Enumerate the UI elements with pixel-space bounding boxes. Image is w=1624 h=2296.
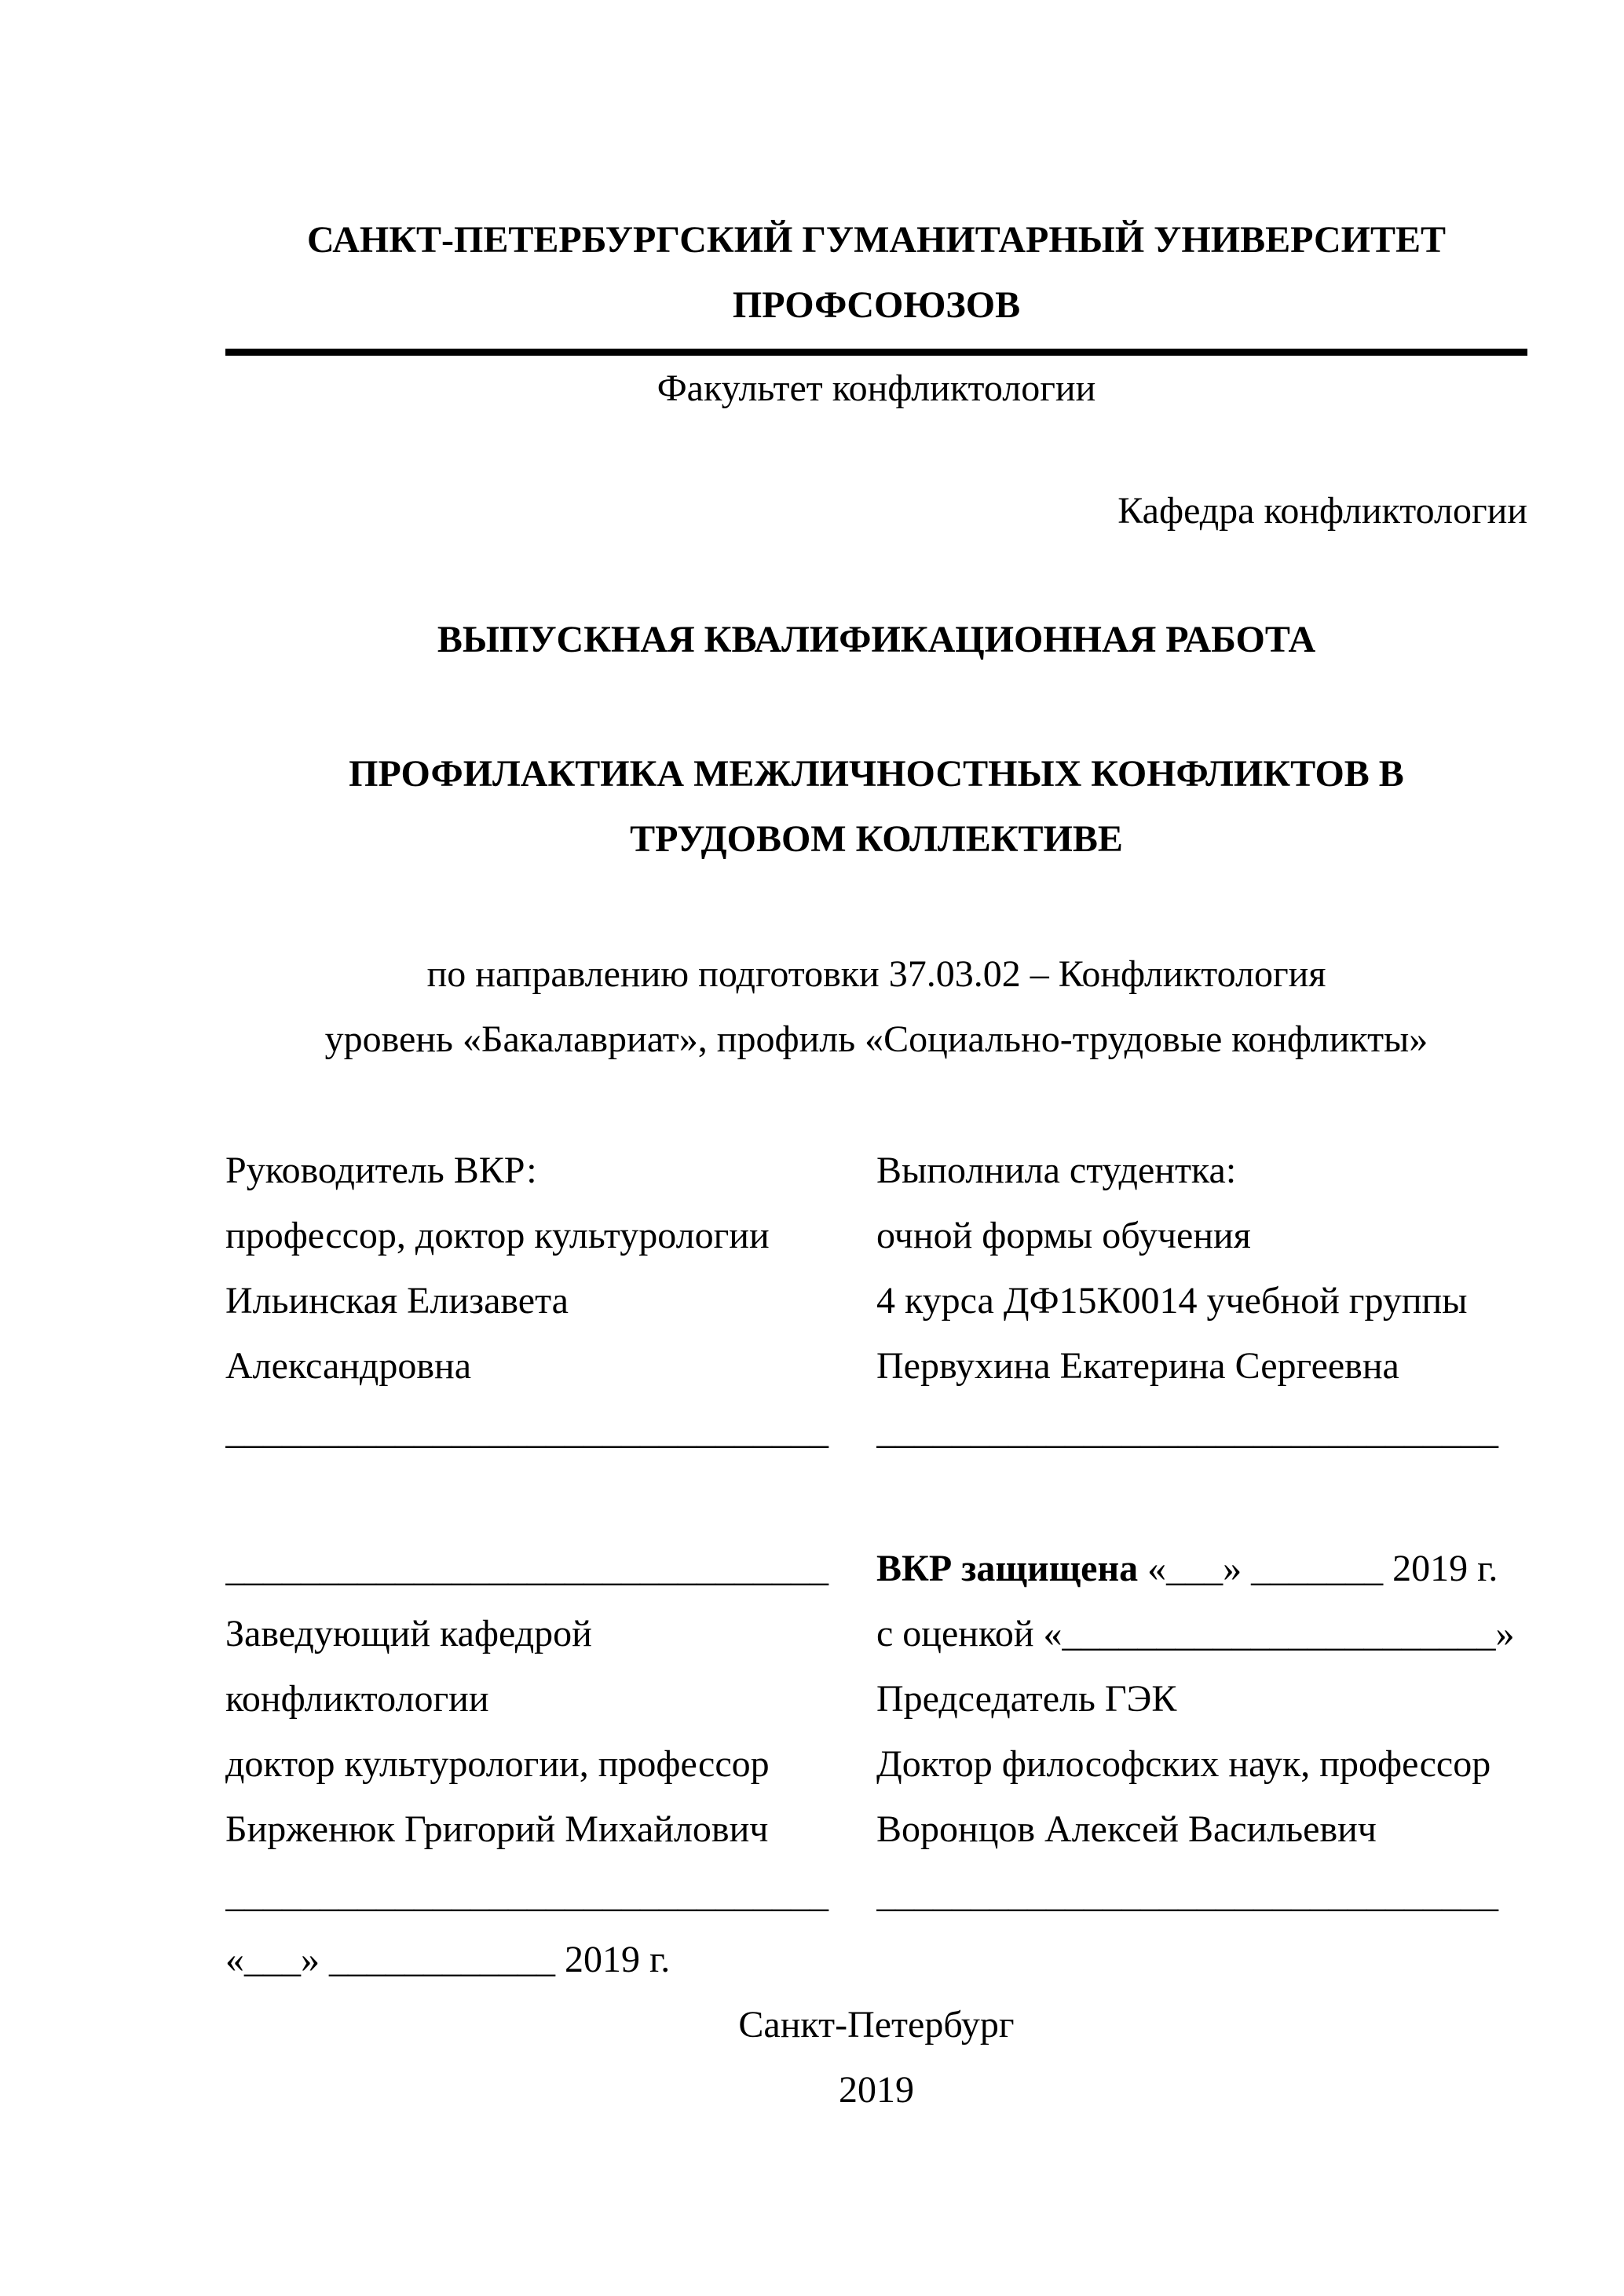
student-signature-line: _________________________________ [876, 1410, 1498, 1452]
department-name: Кафедра конфликтологии [1117, 490, 1527, 532]
university-name-line2: ПРОФСОЮЗОВ [732, 284, 1021, 326]
gec-chair-degree: Доктор философских наук, профессор [876, 1743, 1491, 1785]
head-signature-line: ________________________________ [225, 1548, 828, 1589]
student-study-form: очной формы обучения [876, 1215, 1251, 1256]
sig-row-titles [225, 1203, 1527, 1268]
sig-row-names-1 [225, 1268, 1527, 1333]
sig-row-roles [225, 1138, 1527, 1203]
faculty-name: Факультет конфликтологии [657, 367, 1096, 409]
gec-chair-name: Воронцов Алексей Васильевич [876, 1808, 1377, 1850]
defended-line [876, 1536, 1527, 1601]
city: Санкт-Петербург [738, 2004, 1015, 2046]
grade-line: с оценкой «_______________________» [876, 1613, 1515, 1654]
program-level-profile: уровень «Бакалавриат», профиль «Социально-трудовые конфликты» [324, 1018, 1428, 1060]
supervisor-label: Руководитель ВКР: [225, 1150, 537, 1191]
work-type-heading: ВЫПУСКНАЯ КВАЛИФИКАЦИОННАЯ РАБОТА [437, 619, 1316, 660]
program-direction: по направлению подготовки 37.03.02 – Конфликтология [426, 953, 1326, 995]
gec-chair-label: Председатель ГЭК [876, 1678, 1177, 1720]
supervisor-name-line1: Ильинская Елизавета [225, 1280, 569, 1322]
head-name: Бирженюк Григорий Михайлович [225, 1808, 769, 1850]
sig-row-defended [225, 1536, 1527, 1601]
year: 2019 [839, 2069, 914, 2111]
sig-row-signature-lines-1 [225, 1398, 1527, 1464]
thesis-title-line1: ПРОФИЛАКТИКА МЕЖЛИЧНОСТНЫХ КОНФЛИКТОВ В [349, 753, 1404, 795]
supervisor-degree: профессор, доктор культурологии [225, 1215, 770, 1256]
head-department-name: конфликтологии [225, 1678, 489, 1720]
sig-row-names-3 [225, 1797, 1527, 1862]
sig-row-degrees [225, 1731, 1527, 1797]
supervisor-signature-line: ________________________________ [225, 1410, 828, 1452]
head-degree: доктор культурологии, профессор [225, 1743, 770, 1785]
head-date-blanks: «___» ____________ 2019 г. [225, 1939, 671, 1980]
empty-cell [876, 1927, 1527, 1992]
thesis-title-line2: ТРУДОВОМ КОЛЛЕКТИВЕ [630, 818, 1123, 860]
gec-chair-signature-line: _________________________________ [876, 1874, 1498, 1915]
student-name: Первухина Екатерина Сергеевна [876, 1345, 1399, 1387]
head-signature-line-2: ________________________________ [225, 1874, 828, 1915]
supervisor-name-line2: Александровна [225, 1345, 472, 1387]
defended-date-blanks: «___» _______ 2019 г. [1138, 1548, 1498, 1589]
sig-row-date [225, 1927, 1527, 1992]
sig-row-names-2 [225, 1333, 1527, 1398]
head-of-department-label: Заведующий кафедрой [225, 1613, 592, 1654]
sig-row-head-1 [225, 1601, 1527, 1666]
student-group: 4 курса ДФ15К0014 учебной группы [876, 1280, 1468, 1322]
header-rule [225, 349, 1527, 356]
sig-row-signature-lines-2 [225, 1862, 1527, 1927]
page-content [225, 0, 1527, 2122]
university-name-line1: САНКТ-ПЕТЕРБУРГСКИЙ ГУМАНИТАРНЫЙ УНИВЕРСИТЕТ [306, 219, 1447, 261]
sig-row-head-2 [225, 1666, 1527, 1731]
student-label: Выполнила студентка: [876, 1150, 1237, 1191]
signature-block [225, 1138, 1527, 1992]
defended-label: ВКР защищена [876, 1548, 1139, 1589]
